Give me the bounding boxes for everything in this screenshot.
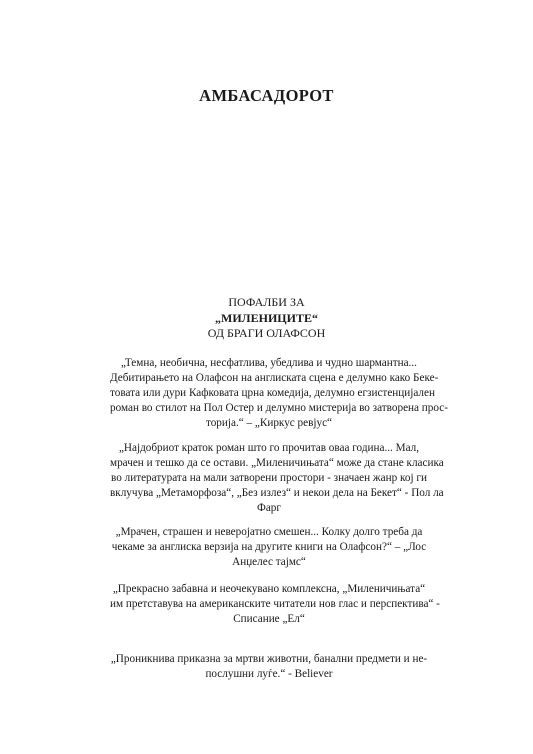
praise-quote-5 bbox=[110, 652, 428, 682]
quote-line: „Темна, необична, несфатлива, убедлива и чудно шармантна... bbox=[121, 357, 417, 369]
praise-quote-1 bbox=[110, 356, 448, 431]
quote-line: торија.“ – „Киркус ревјус“ bbox=[205, 417, 333, 429]
quote-line: им претставува на американските читатели нов глас и перспектива“ - bbox=[110, 598, 440, 610]
quote-line: Дебитирањето на Олафсон на англиската сцена е делумно како Беке- bbox=[110, 372, 439, 384]
praised-book-author: ОД БРАГИ ОЛАФСОН bbox=[207, 326, 326, 340]
praise-heading-block bbox=[0, 295, 533, 342]
quote-line: Анџелес тајмс“ bbox=[232, 556, 306, 568]
quote-line: Фарг bbox=[257, 502, 281, 514]
quote-line: во литературата на мали затворени простори - значаен жанр кој ги bbox=[111, 472, 427, 484]
praise-heading: ПОФАЛБИ ЗА bbox=[228, 295, 305, 309]
quote-line: товата или дури Кафковата црна комедија, делумно егзистенцијален bbox=[110, 387, 435, 399]
quote-line: мрачен и тешко да се остави. „Миленичињата“ може да стане класика bbox=[110, 457, 444, 469]
praised-book-title: „МИЛЕНИЦИТЕ“ bbox=[215, 310, 318, 325]
quote-line: роман во стилот на Пол Остер и делумно мистерија во затворена прос- bbox=[110, 402, 448, 414]
quote-line: вклучува „Метаморфоза“, „Без излез“ и некои дела на Бекет“ - Пол ла bbox=[110, 487, 444, 499]
quote-line: „Најдобриот краток роман што го прочитав оваа година... Мал, bbox=[118, 442, 420, 454]
praise-quote-4 bbox=[110, 582, 440, 627]
quote-line: чекаме за англиска верзија на другите книги на Олафсон?“ – „Лос bbox=[111, 541, 427, 553]
quote-line: „Мрачен, страшен и неверојатно смешен... Колку долго треба да bbox=[115, 526, 423, 538]
quote-line: Списание „Ел“ bbox=[233, 613, 305, 625]
book-title: АМБАСАДОРОТ bbox=[199, 86, 334, 105]
quote-line: послушни луѓе.“ - Believer bbox=[205, 668, 333, 680]
quote-line: „Прекрасно забавна и неочекувано комплексна, „Миленичињата“ bbox=[112, 583, 426, 595]
praise-quote-3 bbox=[110, 525, 428, 570]
quote-line: „Проникнива приказна за мртви животни, банални предмети и не- bbox=[110, 653, 428, 665]
praise-quote-2 bbox=[110, 441, 444, 516]
